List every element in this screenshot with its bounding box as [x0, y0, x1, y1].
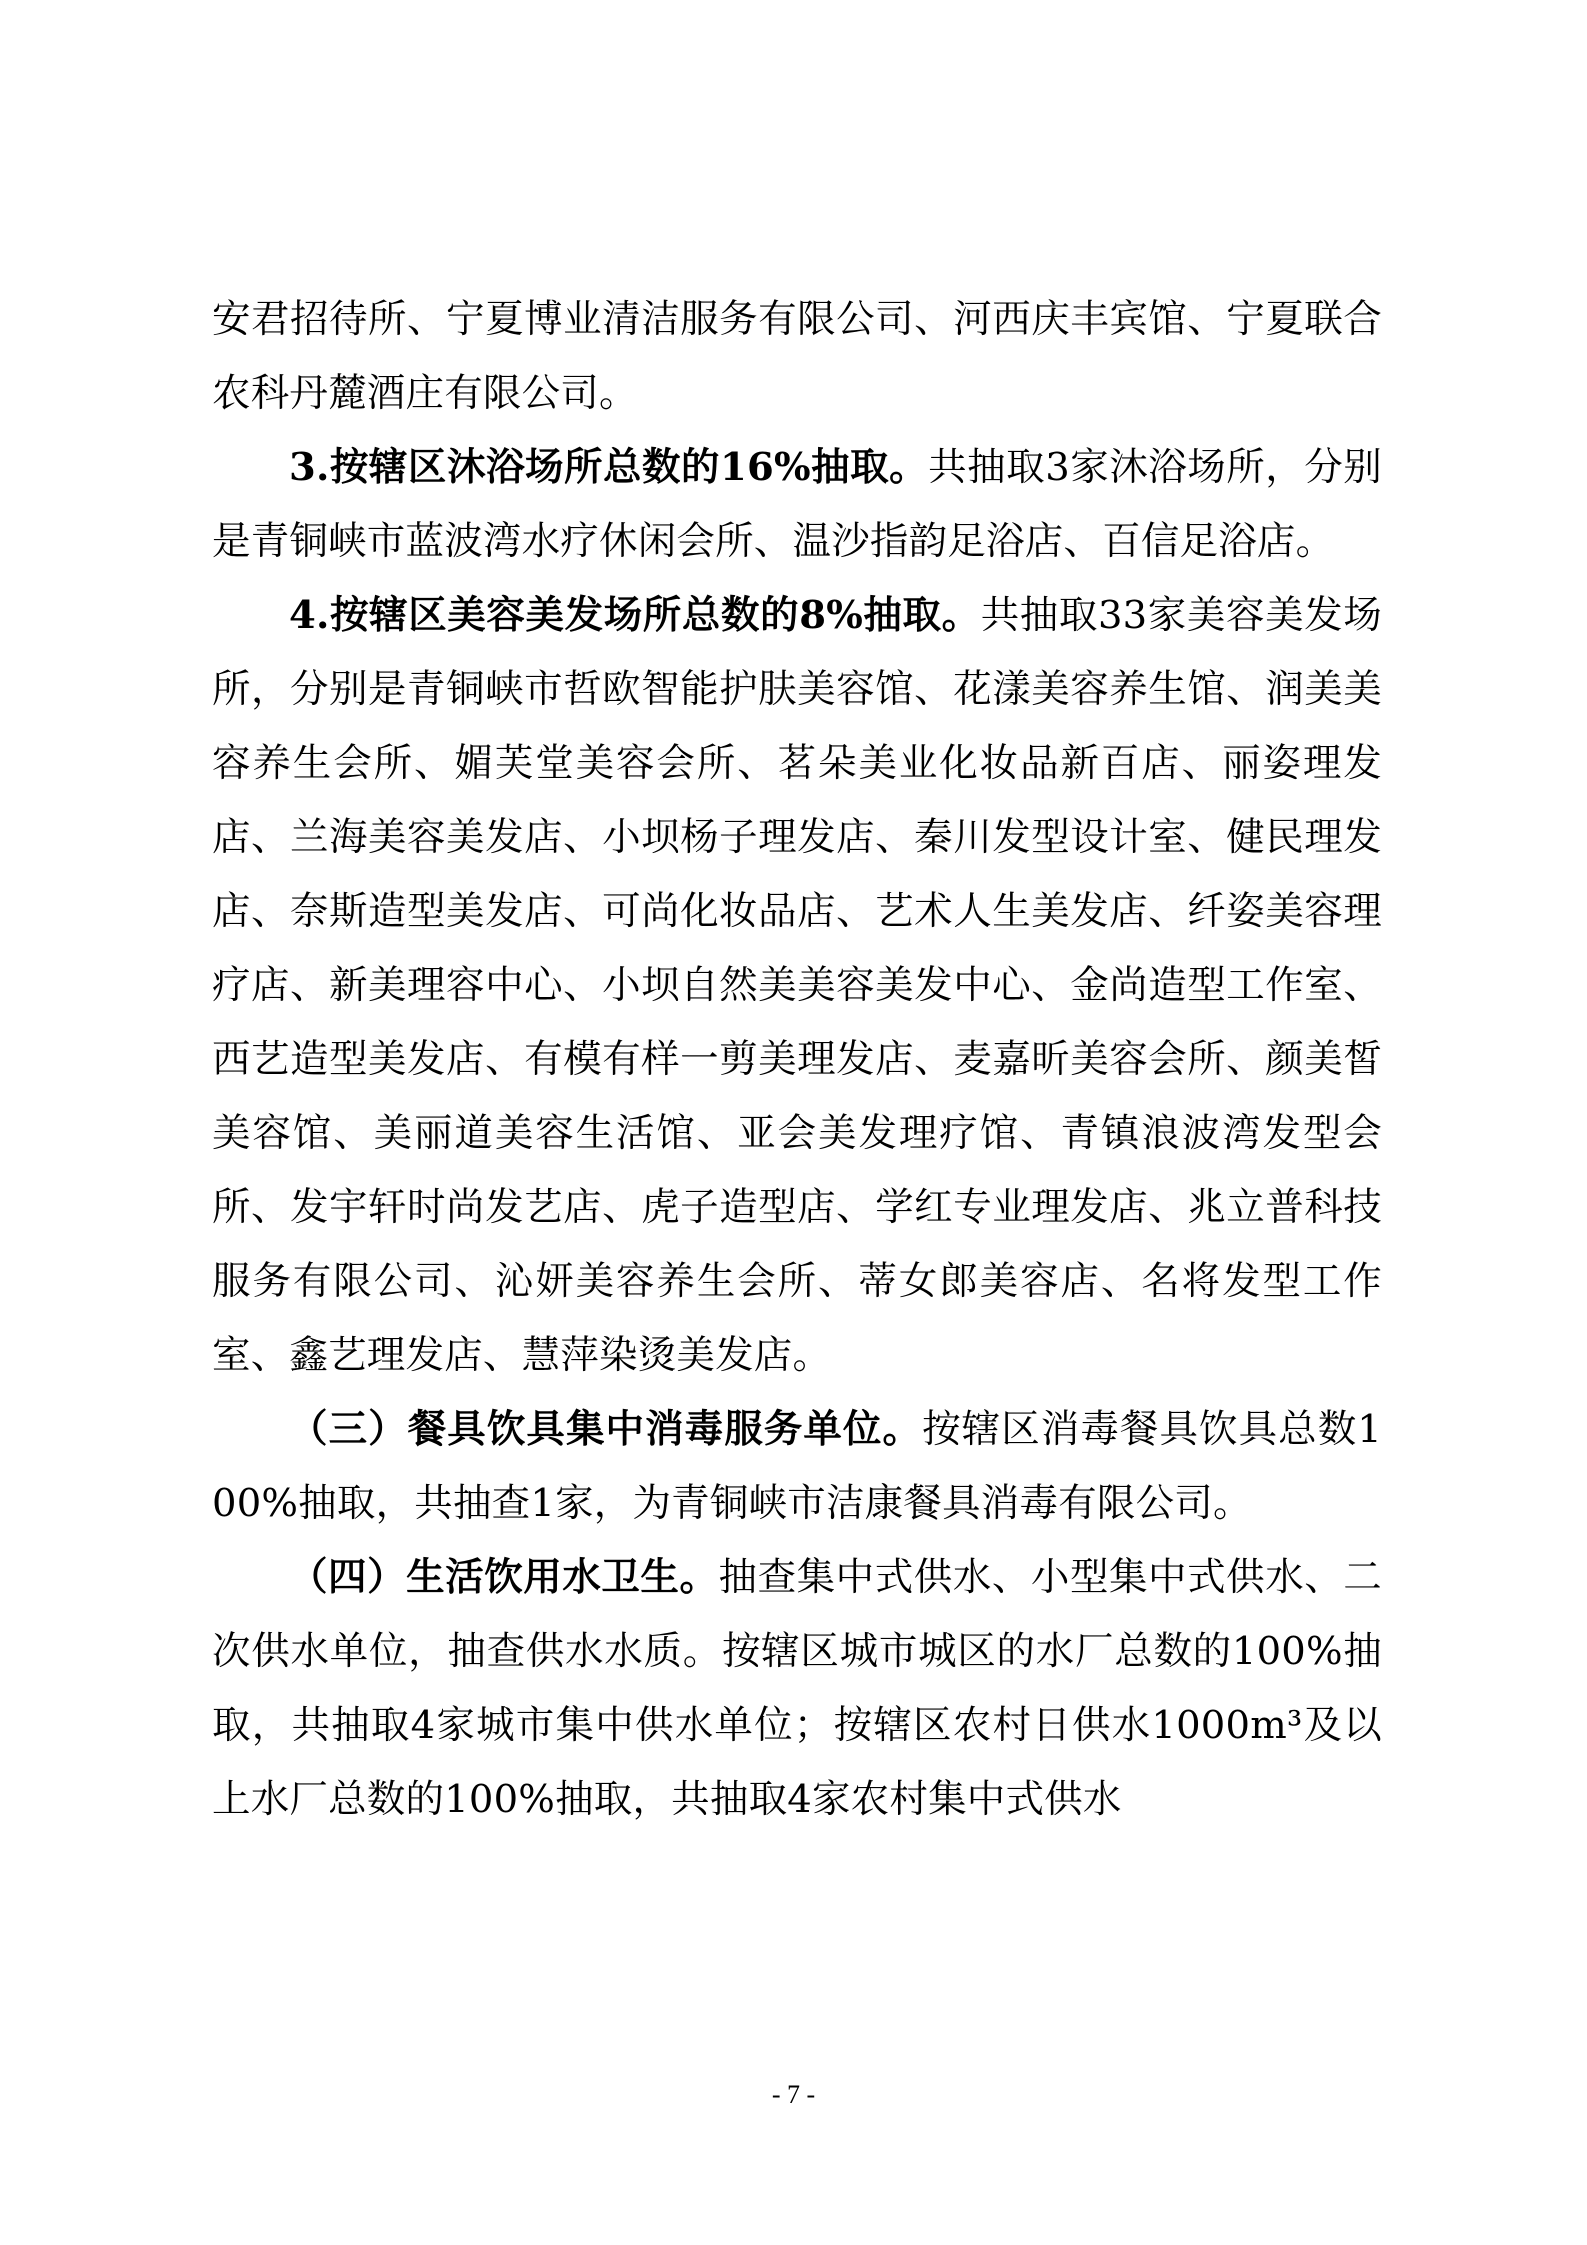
paragraph-text: 抽查集中式供水、小型集中式供水、二次供水单位，抽查供水水质。按辖区城市城区的水厂总数的100%抽取，共抽取4家城市集中供水单位；按辖区农村日供水1000m³及以上水厂总数的100%抽取，共抽取4家农村集中式供水 [212, 1555, 1382, 1822]
paragraph-heading: （三）餐具饮具集中消毒服务单位。 [289, 1407, 923, 1452]
paragraph-text: 安君招待所、宁夏博业清洁服务有限公司、河西庆丰宾馆、宁夏联合农科丹麓酒庄有限公司。 [212, 297, 1382, 416]
paragraph-bathing-venues [212, 431, 1382, 579]
paragraph-drinking-water [212, 1541, 1382, 1837]
paragraph-text: 共抽取33家美容美发场所，分别是青铜峡市哲欧智能护肤美容馆、花漾美容养生馆、润美美容养生会所、媚芙堂美容会所、茗朵美业化妆品新百店、丽姿理发店、兰海美容美发店、小坝杨子理发店、秦川发型设计室、健民理发店、奈斯造型美发店、可尚化妆品店、艺术人生美发店、纤姿美容理疗店、新美理容中心、小坝自然美美容美发中心、金尚造型工作室、西艺造型美发店、有模有样一剪美理发店、麦嘉昕美容会所、颜美皙美容馆、美丽道美容生活馆、亚会美发理疗馆、青镇浪波湾发型会所、发宇轩时尚发艺店、虎子造型店、学红专业理发店、兆立普科技服务有限公司、沁妍美容养生会所、蒂女郎美容店、名将发型工作室、鑫艺理发店、慧萍染烫美发店。 [212, 593, 1382, 1378]
paragraph-text: 共抽取3家沐浴场所，分别是青铜峡市蓝波湾水疗休闲会所、温沙指韵足浴店、百信足浴店。 [212, 445, 1382, 564]
paragraph-text: 按辖区消毒餐具饮具总数100%抽取，共抽查1家，为青铜峡市洁康餐具消毒有限公司。 [212, 1407, 1382, 1526]
paragraph-heading: 4.按辖区美容美发场所总数的8%抽取。 [289, 593, 981, 638]
paragraph-heading: 3.按辖区沐浴场所总数的16%抽取。 [289, 445, 929, 490]
paragraph-tableware-disinfection [212, 1393, 1382, 1541]
page-number: - 7 - [771, 2080, 816, 2109]
body-text [212, 283, 1382, 1837]
paragraph-heading: （四）生活饮用水卫生。 [289, 1555, 719, 1600]
paragraph-beauty-salons [212, 579, 1382, 1393]
paragraph-continuation [212, 283, 1382, 431]
